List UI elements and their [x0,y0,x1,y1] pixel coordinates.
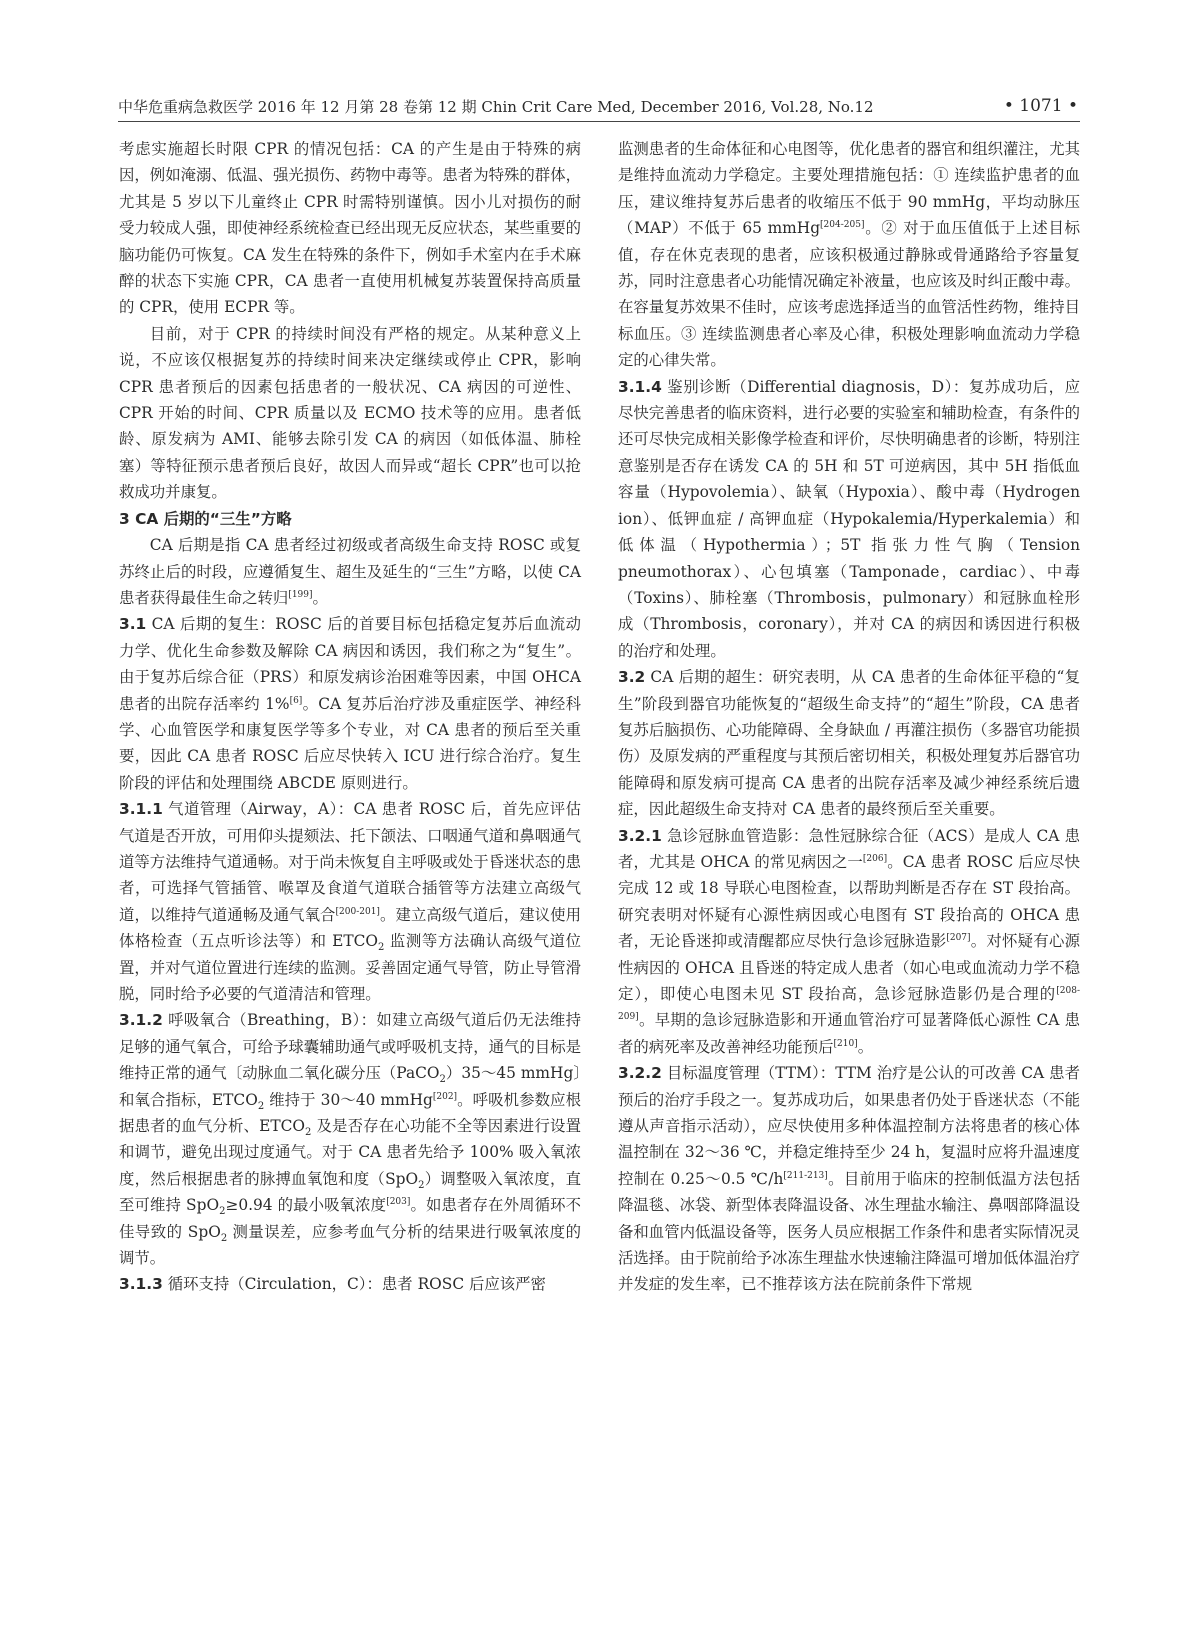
citation: [6] [289,695,303,706]
citation: [202] [432,1091,458,1102]
section-number: 3.1.1 [119,800,163,819]
section-number: 3.1.4 [618,377,662,396]
left-column [119,136,581,1298]
journal-citation: 中华危重病急救医学 2016 年 12 月第 28 卷第 12 期 Chin Crit Care Med, December 2016, Vol.28, No.12 [118,98,874,116]
right-column [618,136,1080,1298]
section-3-title: 3 CA 后期的“三生”方略 [119,509,292,528]
citation: [203] [386,1197,411,1208]
paragraph-section-3-1-2: 3.1.2 呼吸氧合（Breathing，B）：如建立高级气道后仍无法维持足够的通气氧合，可给予球囊辅助通气或呼吸机支持，通气的目标是维持正常的通气〔动脉血二氧化碳分压（PaCO$_2$）35～45 mmHg〕和氧合指标，$ETCO_2$ 维持于 30～40 mmHg[202]。呼吸机参数应根据患者的血气分析、$ETCO_2$ 及是否存在心功能不全等因素进行设置和调节，避免出现过度通气。对于 CA 患者先给予 100% 吸入氧浓度，然后根据患者的脉搏血氧饱和度（SpO$_2$）调整吸入氧浓度，直至可维持 SpO$_2$≥0.94 的最小吸氧浓度[203]。如患者存在外周循环不佳导致的 SpO$_2$ 测量误差，应参考血气分析的结果进行吸氧浓度的调节。 [119,1011,582,1268]
citation: [211-213] [783,1170,828,1181]
section-number: 3.2 [618,668,646,687]
header-rule [118,121,1080,122]
citation: [208-209] [618,985,1080,1023]
citation: [210] [833,1038,858,1049]
running-header [118,96,1078,120]
paragraph-section-3-2: 3.2 CA 后期的超生：研究表明，从 CA 患者的生命体征平稳的“复生”阶段到器官功能恢复的“超级生命支持”的“超生”阶段，CA 患者复苏后脑损伤、心功能障碍、全身缺血 / 再灌注损伤（多器官功能损伤）及原发病的严重程度与其预后密切相关，积极处理复苏后器官功能障碍和原发病可提高 CA 患者的出院存活率及减少神经系统后遗症，因此超级生命支持对 CA 患者的最终预后至关重要。 [618,668,1080,819]
paragraph-circulation-continued: 监测患者的生命体征和心电图等，优化患者的器官和组织灌注，尤其是维持血流动力学稳定。主要处理措施包括：① 连续监护患者的血压，建议维持复苏后患者的收缩压不低于 90 mmHg，平均动脉压（MAP）不低于 65 mmHg[204-205]。② 对于血压值低于上述目标值，存在休克表现的患者，应该积极通过静脉或骨通路给予容量复苏，同时注意患者心功能情况确定补液量，也应该及时纠正酸中毒。在容量复苏效果不佳时，应该考虑选择适当的血管活性药物，维持目标血压。③ 连续监测患者心率及心律，积极处理影响血流动力学稳定的心律失常。 [618,140,1080,370]
citation: [204-205] [820,220,865,231]
section-number: 3.1 [119,615,147,634]
citation: [206] [862,853,888,864]
paragraph-section-3-1: 3.1 CA 后期的复生：ROSC 后的首要目标包括稳定复苏后血流动力学、优化生命参数及解除 CA 病因和诱因，我们称之为“复生”。由于复苏后综合征（PRS）和原发病诊治困难等因素，中国 OHCA 患者的出院存活率约 1%[6]。CA 复苏后治疗涉及重症医学、神经科学、心血管医学和康复医学等多个专业，对 CA 患者的预后至关重要，因此 CA 患者 ROSC 后应尽快转入 ICU 进行综合治疗。复生阶段的评估和处理围绕 ABCDE 原则进行。 [119,615,581,792]
page-number: • 1071 • [1003,96,1078,116]
paragraph-section-3-2-1: 3.2.1 急诊冠脉血管造影：急性冠脉综合征（ACS）是成人 CA 患者，尤其是 OHCA 的常见病因之一[206]。CA 患者 ROSC 后应尽快完成 12 或 18 导联心电图检查，以帮助判断是否存在 ST 段抬高。研究表明对怀疑有心源性病因或心电图有 ST 段抬高的 OHCA 患者，无论昏迷抑或清醒都应尽快行急诊冠脉造影[207]。对怀疑有心源性病因的 OHCA 且昏迷的特定成人患者（如心电或血流动力学不稳定），即使心电图未见 ST 段抬高，急诊冠脉造影仍是合理的[208-209]。早期的急诊冠脉造影和开通血管治疗可显著降低心源性 CA 患者的病死率及改善神经功能预后[210]。 [618,826,1081,1056]
paragraph-cpr-duration: 目前，对于 CPR 的持续时间没有严格的规定。从某种意义上说，不应该仅根据复苏的持续时间来决定继续或停止 CPR，影响 CPR 患者预后的因素包括患者的一般状况、CA 病因的可逆性、CPR 开始的时间、CPR 质量以及 ECMO 技术等的应用。患者低龄、原发病为 AMI、能够去除引发 CA 的病因（如低体温、肺栓塞）等特征预示患者预后良好，故因人而异或“超长 CPR”也可以抢救成功并康复。 [119,324,581,502]
section-number: 3.1.2 [119,1011,163,1030]
paragraph-section-3-2-2: 3.2.2 目标温度管理（TTM）：TTM 治疗是公认的可改善 CA 患者预后的治疗手段之一。复苏成功后，如果患者仍处于昏迷状态（不能遵从声音指示活动），应尽快使用多种体温控制方法将患者的核心体温控制在 32～36 ℃，并稳定维持至少 24 h，复温时应将升温速度控制在 0.25～0.5 ℃/h[211-213]。目前用于临床的控制低温方法包括降温毯、冰袋、新型体表降温设备、冰生理盐水输注、鼻咽部降温设备和血管内低温设备等，医务人员应根据工作条件和患者实际情况灵活选择。由于院前给予冰冻生理盐水快速输注降温可增加低体温治疗并发症的发生率，已不推荐该方法在院前条件下常规 [618,1064,1080,1294]
paragraph-section-3-intro: CA 后期是指 CA 患者经过初级或者高级生命支持 ROSC 或复苏终止后的时段，应遵循复生、超生及延生的“三生”方略，以使 CA 患者获得最佳生命之转归[199]。 [119,536,581,607]
paragraph-section-3-1-1: 3.1.1 气道管理（Airway，A）：CA 患者 ROSC 后，首先应评估气道是否开放，可用仰头提颏法、托下颌法、口咽通气道和鼻咽通气道等方法维持气道通畅。对于尚未恢复自主呼吸或处于昏迷状态的患者，可选择气管插管、喉罩及食道气道联合插管等方法建立高级气道，以维持气道通畅及通气氧合[200-201]。建立高级气道后，建议使用体格检查（五点听诊法等）和 $ETCO_2$ 监测等方法确认高级气道位置，并对气道位置进行连续的监测。妥善固定通气导管，防止导管滑脱，同时给予必要的气道清洁和管理。 [119,800,581,1003]
citation: [207] [946,933,971,944]
paragraph-section-3-1-4: 3.1.4 鉴别诊断（Differential diagnosis，D）：复苏成功后，应尽快完善患者的临床资料，进行必要的实验室和辅助检查，有条件的还可尽快完成相关影像学检查和评价，尽快明确患者的诊断，特别注意鉴别是否存在诱发 CA 的 5H 和 5T 可逆病因，其中 5H 指低血容量（Hypovolemia）、缺氧（Hypoxia）、酸中毒（Hydrogen ion）、低钾血症 / 高钾血症（Hypokalemia/Hyperkalemia）和低体温（Hypothermia）；5T 指张力性气胸（Tension pneumothorax）、心包填塞（Tamponade，cardiac）、中毒（Toxins）、肺栓塞（Thrombosis，pulmonary）和冠脉血栓形成（Thrombosis，coronary），并对 CA 的病因和诱因进行积极的治疗和处理。 [618,377,1080,660]
citation: [199] [288,589,313,600]
paragraph-ultra-long-cpr: 考虑实施超长时限 CPR 的情况包括：CA 的产生是由于特殊的病因，例如淹溺、低温、强光损伤、药物中毒等。患者为特殊的群体，尤其是 5 岁以下儿童终止 CPR 时需特别谨慎。因小儿对损伤的耐受力较成人强，即使神经系统检查已经出现无反应状态，某些重要的脑功能仍可恢复。CA 发生在特殊的条件下，例如手术室内在手术麻醉的状态下实施 CPR，CA 患者一直使用机械复苏装置保持高质量的 CPR，使用 ECPR 等。 [119,140,581,317]
paragraph-section-3-1-3: 3.1.3 循环支持（Circulation，C）：患者 ROSC 后应该严密 [119,1275,546,1294]
citation: [200-201] [335,906,380,917]
section-number: 3.1.3 [119,1275,163,1294]
section-number: 3.2.1 [618,826,662,845]
section-number: 3.2.2 [618,1064,662,1083]
